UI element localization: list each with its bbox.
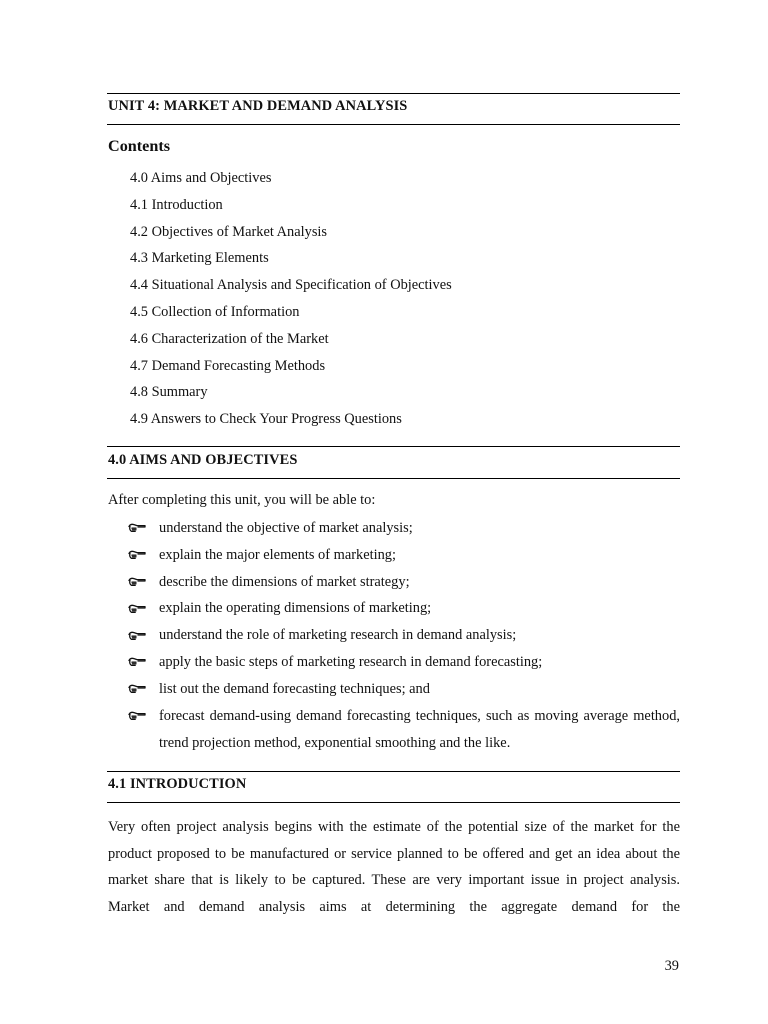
objective-text: explain the major elements of marketing;: [159, 546, 396, 563]
aims-top-rule: [107, 446, 680, 447]
objective-text: understand the objective of market analysis;: [159, 520, 413, 536]
pointing-hand-icon: [128, 703, 148, 730]
unit-heading-bottom-rule: [107, 124, 680, 125]
pointing-hand-icon: [128, 569, 148, 596]
pointing-hand-icon: [128, 649, 148, 676]
top-rule: [107, 93, 680, 94]
objective-item: [128, 515, 680, 542]
contents-item: 4.7 Demand Forecasting Methods: [130, 357, 326, 374]
contents-item: 4.1 Introduction: [130, 196, 223, 213]
introduction-heading: 4.1 INTRODUCTION: [108, 776, 247, 792]
objective-text: understand the role of marketing research in demand analysis;: [159, 627, 517, 644]
contents-item: 4.4 Situational Analysis and Specification of Objectives: [130, 277, 452, 294]
intro-top-rule: [107, 771, 680, 772]
intro-bottom-rule: [107, 802, 680, 803]
unit-heading: UNIT 4: MARKET AND DEMAND ANALYSIS: [108, 98, 408, 114]
pointing-hand-icon: [128, 515, 148, 542]
objective-text: describe the dimensions of market strategy;: [159, 573, 410, 590]
contents-item: 4.0 Aims and Objectives: [130, 170, 272, 186]
objective-text: list out the demand forecasting techniques; and: [159, 680, 430, 697]
objective-item: [128, 569, 680, 596]
contents-list: [130, 165, 452, 433]
pointing-hand-icon: [128, 676, 148, 703]
objective-text: apply the basic steps of marketing research in demand forecasting;: [159, 653, 543, 670]
objective-item: [128, 542, 680, 569]
objective-item: [128, 676, 680, 703]
aims-bottom-rule: [107, 478, 680, 479]
pointing-hand-icon: [128, 595, 148, 622]
contents-item: 4.2 Objectives of Market Analysis: [130, 223, 328, 240]
aims-heading: 4.0 AIMS AND OBJECTIVES: [108, 452, 298, 468]
contents-title: Contents: [108, 137, 171, 155]
aims-intro: After completing this unit, you will be able to:: [108, 492, 376, 508]
objectives-list: [128, 515, 680, 757]
contents-item: 4.9 Answers to Check Your Progress Questions: [130, 411, 402, 428]
objective-text: explain the operating dimensions of marketing;: [159, 600, 432, 617]
contents-item: 4.5 Collection of Information: [130, 303, 300, 320]
contents-item: 4.3 Marketing Elements: [130, 250, 269, 267]
pointing-hand-icon: [128, 542, 148, 569]
objective-item: [128, 703, 680, 758]
introduction-paragraph: Very often project analysis begins with the estimate of the potential size of the market for the product proposed to be manufactured or service planned to be offered and get an idea about the market share that is likely to be captured. These are very important issue in project analysis. Market and demand analysis aims at determining the aggregate demand for the: [108, 819, 680, 915]
objective-item: [128, 595, 680, 622]
pointing-hand-icon: [128, 622, 148, 649]
objective-item: [128, 622, 680, 649]
objective-text: forecast demand-using demand forecasting techniques, such as moving average method, trend projection method, exponential smoothing and the like.: [159, 707, 680, 751]
page-number: 39: [664, 958, 679, 974]
contents-item: 4.6 Characterization of the Market: [130, 330, 329, 347]
contents-item: 4.8 Summary: [130, 384, 208, 401]
objective-item: [128, 649, 680, 676]
